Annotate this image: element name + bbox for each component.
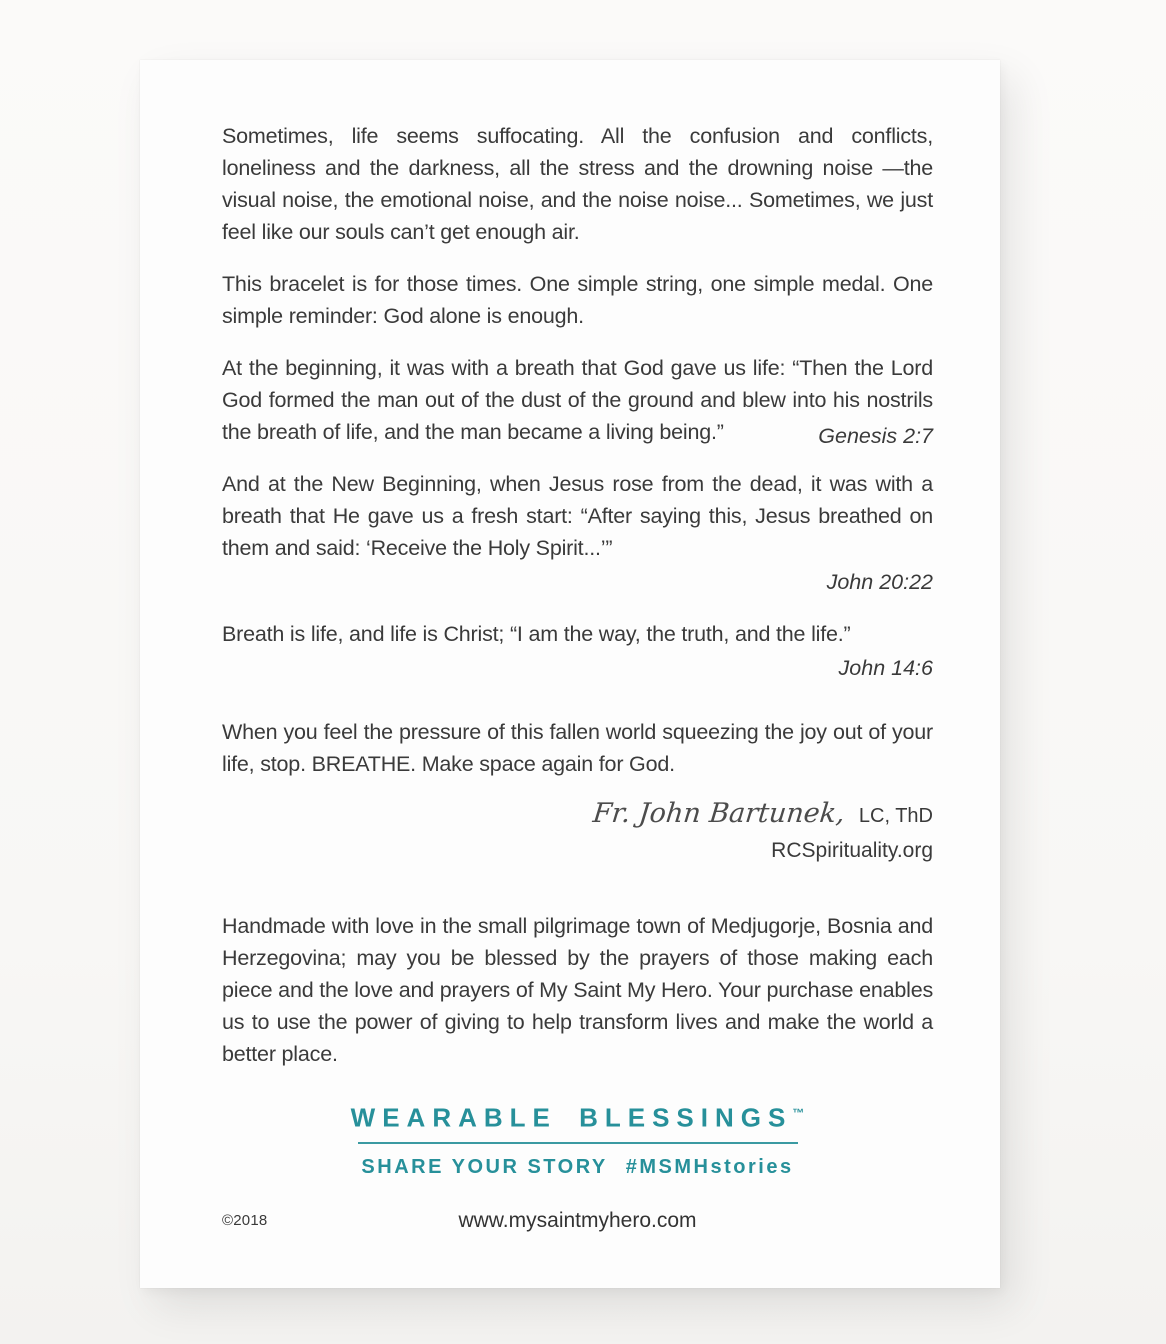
- signature-website: RCSpirituality.org: [771, 839, 933, 862]
- verse-ref-john-2022: John 20:22: [826, 570, 933, 594]
- signature-block: [222, 796, 933, 866]
- verse-ref-genesis: Genesis 2:7: [818, 424, 933, 448]
- signature-name: Fr. John Bartunek,: [591, 798, 847, 829]
- scripture-john-2022-text: And at the New Beginning, when Jesus rose from the dead, it was with a breath that He gave us a fresh start: “After saying this, Jesus breathed on them and said: ‘Receive the Holy Spirit...’”: [222, 472, 933, 560]
- signature-credentials: LC, ThD: [858, 805, 933, 827]
- scripture-genesis: [222, 352, 933, 448]
- card-content: [222, 120, 933, 1236]
- paragraph-intro: Sometimes, life seems suffocating. All the confusion and conflicts, loneliness and the darkness, all the stress and the drowning noise —the visual noise, the emotional noise, and the noise noise... Sometimes, we just feel like our souls can’t get enough air.: [222, 124, 933, 244]
- paragraph-breathe: When you feel the pressure of this fallen world squeezing the joy out of your life, stop. BREATHE. Make space again for God.: [222, 720, 933, 776]
- verse-ref-john-146: John 14:6: [838, 656, 933, 680]
- brand-wordmark: [222, 1098, 933, 1133]
- copyright-text: ©2018: [222, 1211, 268, 1229]
- scripture-john-146-text: Breath is life, and life is Christ; “I am the way, the truth, and the life.”: [222, 622, 851, 646]
- card-footer: [222, 1098, 933, 1236]
- brand-wordmark-text: WEARABLE BLESSINGS: [350, 1102, 793, 1133]
- brand-underline: [358, 1142, 798, 1144]
- bottom-row: [222, 1206, 933, 1236]
- trademark-symbol: ™: [792, 1106, 805, 1120]
- hashtag-label: #MSMHstories: [625, 1155, 794, 1178]
- scripture-genesis-text: At the beginning, it was with a breath that God gave us life: “Then the Lord God formed the man out of the dust of the ground and blew into his nostrils the breath of life, and the man became a living being.”: [222, 356, 933, 444]
- paragraph-bracelet: This bracelet is for those times. One simple string, one simple medal. One simple reminder: God alone is enough.: [222, 272, 933, 328]
- share-your-story-label: SHARE YOUR STORY: [361, 1155, 608, 1178]
- prayer-card: [140, 60, 1000, 1288]
- paragraph-handmade: Handmade with love in the small pilgrimage town of Medjugorje, Bosnia and Herzegovina; may you be blessed by the prayers of those making each piece and the love and prayers of My Saint My Hero. Your purchase enables us to use the power of giving to help transform lives and make the world a better place.: [222, 914, 933, 1066]
- website-url: www.mysaintmyhero.com: [458, 1208, 697, 1232]
- tagline-row: [222, 1154, 933, 1180]
- signature-line: [222, 796, 933, 836]
